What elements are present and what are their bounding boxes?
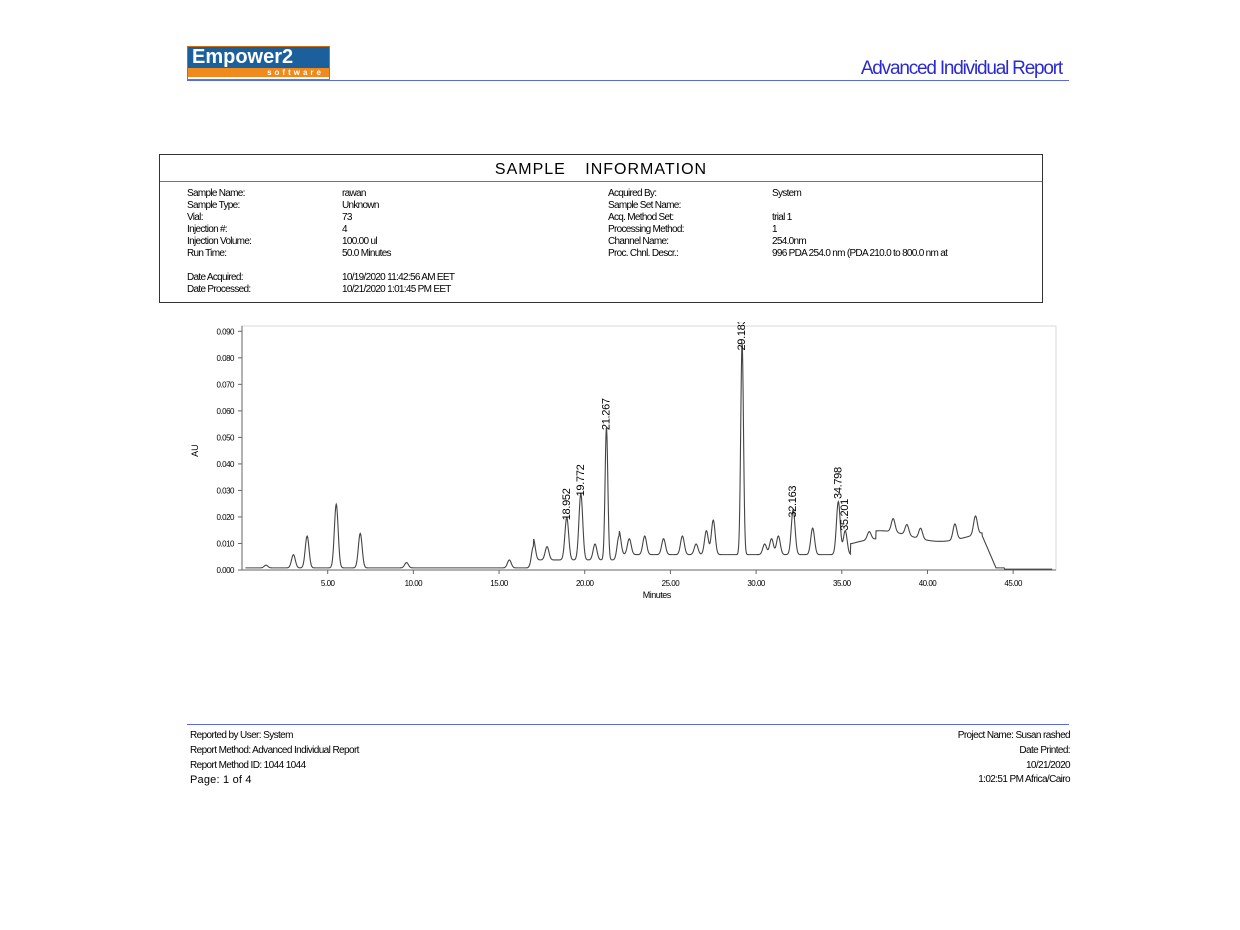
x-tick-label: 15.00: [490, 579, 508, 588]
footer-project-name: Project Name: Susan rashed: [957, 730, 1070, 741]
peak-label: 34.798: [832, 467, 845, 500]
y-tick-label: 0.080: [216, 353, 234, 363]
footer-report-method-id: Report Method ID: 1044 1044: [190, 760, 306, 771]
info-label-sample-type: Sample Type:: [187, 200, 240, 211]
info-value-injection-number: 4: [342, 224, 347, 235]
info-value-sample-name: rawan: [342, 188, 366, 199]
y-axis-label: AU: [190, 444, 200, 457]
info-value-date-acquired: 10/19/2020 11:42:56 AM EET: [342, 272, 455, 283]
info-label-date-acquired: Date Acquired:: [187, 272, 243, 283]
y-tick-label: 0.010: [216, 539, 234, 549]
footer-report-method: Report Method: Advanced Individual Report: [190, 745, 359, 756]
x-tick-label: 25.00: [661, 579, 680, 588]
peak-label: 29.183: [736, 322, 749, 351]
info-label-sample-set-name: Sample Set Name:: [608, 200, 681, 211]
info-value-date-processed: 10/21/2020 1:01:45 PM EET: [342, 284, 451, 295]
sample-information-box: [159, 154, 1043, 303]
info-label-run-time: Run Time:: [187, 248, 227, 259]
x-tick-label: 35.00: [833, 579, 851, 588]
peak-label: 18.952: [560, 488, 573, 521]
x-tick-label: 40.00: [918, 579, 937, 588]
x-tick-label: 45.00: [1004, 579, 1022, 588]
y-tick-label: 0.090: [216, 327, 234, 337]
footer-date-printed-label: Date Printed:: [1019, 745, 1070, 756]
peak-label: 21.267: [600, 398, 613, 431]
footer-date-printed: 10/21/2020: [1025, 760, 1070, 771]
info-label-proc-chnl-descr: Proc. Chnl. Descr.:: [608, 248, 679, 259]
info-value-vial: 73: [342, 212, 352, 223]
info-label-date-processed: Date Processed:: [187, 284, 251, 295]
info-label-acquired-by: Acquired By:: [608, 188, 657, 199]
y-tick-label: 0.000: [216, 566, 234, 575]
x-tick-label: 10.00: [404, 579, 423, 588]
header-divider: [187, 80, 1069, 81]
info-value-processing-method: 1: [772, 224, 777, 235]
sample-information-title: SAMPLE INFORMATION: [494, 161, 708, 178]
x-axis-label: Minutes: [642, 590, 671, 600]
footer-reported-by: Reported by User: System: [190, 730, 293, 741]
peak-label: 35.201: [839, 499, 852, 531]
footer-page: Page: 1 of 4: [190, 774, 252, 786]
info-label-injection-number: Injection #:: [187, 224, 227, 235]
info-label-processing-method: Processing Method:: [608, 224, 684, 235]
info-label-channel-name: Channel Name:: [608, 236, 669, 247]
info-label-acq-method-set: Acq. Method Set:: [608, 212, 674, 223]
logo-sub-text: software: [187, 68, 330, 77]
report-title: Advanced Individual Report: [860, 58, 1062, 79]
sample-information-divider: [160, 181, 1042, 182]
y-tick-label: 0.040: [216, 459, 234, 469]
y-tick-label: 0.020: [216, 512, 234, 522]
y-tick-label: 0.030: [216, 486, 234, 496]
chromatogram-trace: [245, 343, 1052, 570]
info-value-sample-type: Unknown: [342, 200, 379, 211]
empower-logo: [187, 46, 330, 80]
info-value-acq-method-set: trial 1: [772, 212, 792, 223]
chromatogram-svg: [186, 322, 1058, 602]
y-tick-label: 0.050: [216, 433, 234, 443]
y-tick-label: 0.060: [216, 406, 234, 416]
plot-frame: [242, 326, 1056, 570]
x-tick-label: 30.00: [747, 579, 765, 588]
logo-border: [187, 46, 330, 80]
info-value-run-time: 50.0 Minutes: [342, 248, 391, 259]
peak-label: 32.163: [787, 485, 800, 518]
info-value-channel-name: 254.0nm: [772, 236, 807, 247]
info-value-proc-chnl-descr: 996 PDA 254.0 nm (PDA 210.0 to 800.0 nm at: [772, 248, 948, 259]
logo-main-text: Empower2: [187, 46, 330, 68]
info-label-sample-name: Sample Name:: [187, 188, 245, 199]
chromatogram-chart: [186, 322, 1058, 602]
info-value-injection-volume: 100.00 ul: [342, 236, 377, 247]
info-label-injection-volume: Injection Volume:: [187, 236, 252, 247]
x-tick-label: 20.00: [575, 579, 594, 588]
footer-divider: [187, 724, 1069, 725]
peak-label: 19.772: [574, 464, 587, 497]
footer-time-printed: 1:02:51 PM Africa/Cairo: [978, 774, 1070, 785]
y-tick-label: 0.070: [216, 380, 234, 390]
x-tick-label: 5.00: [320, 579, 335, 588]
info-value-acquired-by: System: [772, 188, 802, 199]
info-label-vial: Vial:: [187, 212, 203, 223]
